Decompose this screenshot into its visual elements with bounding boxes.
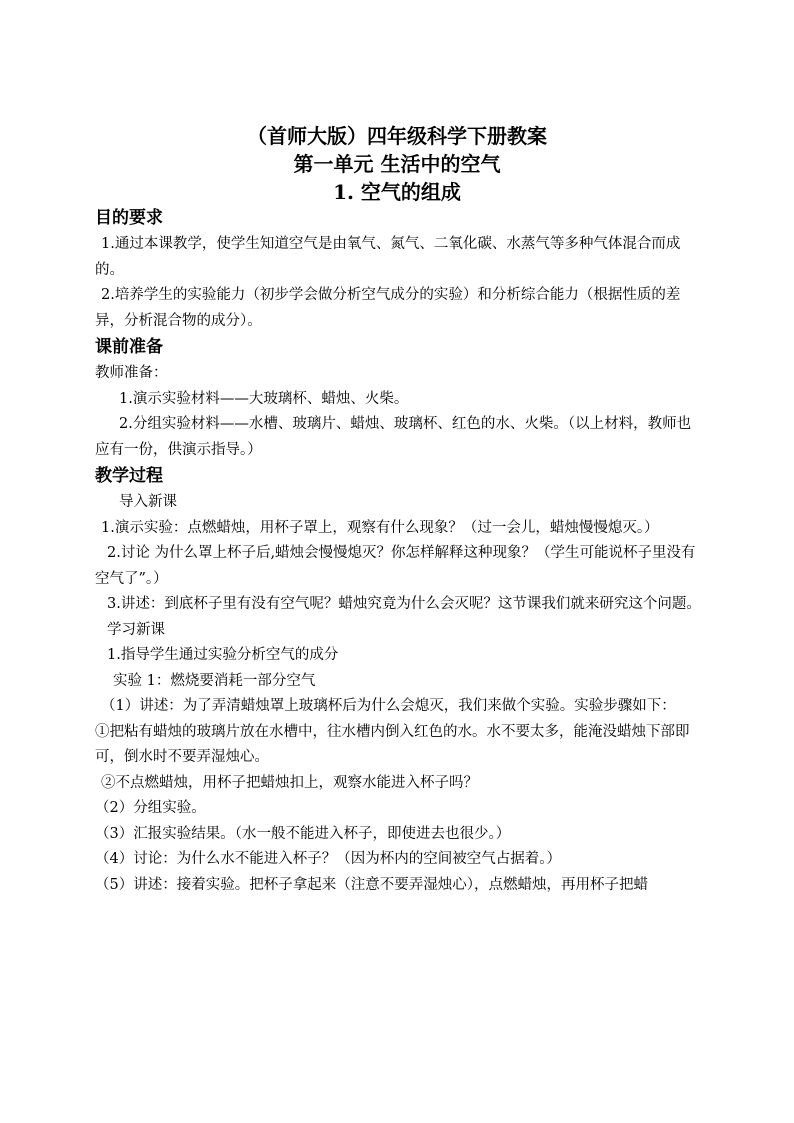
paragraph: 2.分组实验材料——水槽、玻璃片、蜡烛、玻璃杯、红色的水、火柴。（以上材料，教师也应有一份，供演示指导。） — [95, 416, 692, 458]
paragraph: （3）汇报实验结果。（水一般不能进入杯子，即使进去也很少。） — [95, 825, 511, 842]
paragraph: 实验 1：燃烧要消耗一部分空气 — [113, 672, 316, 689]
unit-title: 第一单元 生活中的空气 — [293, 152, 501, 176]
paragraph: 1.演示实验：点燃蜡烛，用杯子罩上，观察有什么现象？（过一会儿，蜡烛慢慢熄灭。） — [101, 519, 659, 536]
paragraph: 2.讨论 为什么罩上杯子后,蜡烛会慢慢熄灭？你怎样解释这种现象？（学生可能说杯子里没有空气了”。） — [95, 545, 696, 587]
paragraph: 1.通过本课教学，使学生知道空气是由氧气、氮气、二氧化碳、水蒸气等多种气体混合而成的。 — [95, 236, 681, 278]
paragraph: 1.指导学生通过实验分析空气的成分 — [107, 647, 339, 663]
paragraph: ①把粘有蜡烛的玻璃片放在水槽中，往水槽内倒入红色的水。水不要太多，能淹没蜡烛下部即可，倒水时不要弄湿烛心。 — [95, 723, 690, 765]
paragraph: ②不点燃蜡烛，用杯子把蜡烛扣上，观察水能进入杯子吗？ — [101, 774, 478, 791]
paragraph: 3.讲述：到底杯子里有没有空气呢？蜡烛究竟为什么会灭呢？这节课我们就来研究这个问题。 — [107, 596, 701, 612]
section-heading-objectives: 目的要求 — [95, 208, 163, 228]
paragraph: （5）讲述：接着实验。把杯子拿起来（注意不要弄湿烛心），点燃蜡烛，再用杯子把蜡 — [95, 876, 648, 893]
paragraph: 教师准备： — [95, 365, 168, 381]
paragraph: 1.演示实验材料——大玻璃杯、蜡烛、火柴。 — [119, 390, 409, 407]
paragraph: （4）讨论：为什么水不能进入杯子？（因为杯内的空间被空气占据着。） — [95, 851, 561, 867]
subheading-new-lesson: 学习新课 — [107, 621, 165, 638]
subheading-intro: 导入新课 — [119, 494, 177, 510]
section-heading-process: 教学过程 — [95, 466, 163, 486]
section-heading-preparation: 课前准备 — [95, 337, 163, 357]
document-body — [95, 205, 705, 898]
paragraph: （1）讲述：为了弄清蜡烛罩上玻璃杯后为什么会熄灭，我们来做个实验。实验步骤如下： — [101, 698, 676, 714]
paragraph: （2）分组实验。 — [95, 800, 206, 816]
lesson-title: 1. 空气的组成 — [333, 180, 461, 204]
title-line: （首师大版）四年级科学下册教案 — [247, 124, 547, 148]
paragraph: 2.培养学生的实验能力（初步学会做分析空气成分的实验）和分析综合能力（根据性质的差异，分析混合物的成分）。 — [95, 287, 681, 329]
document-title — [0, 122, 794, 206]
